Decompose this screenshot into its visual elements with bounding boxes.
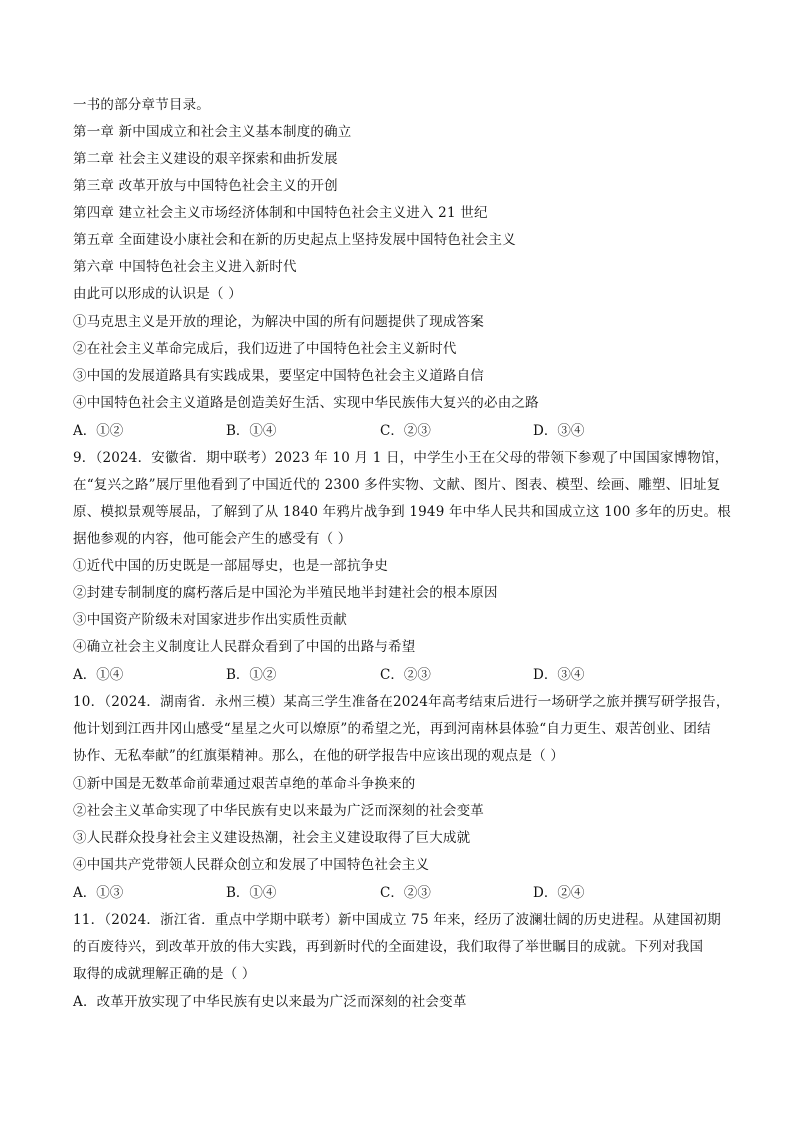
answer-option-d: D．②④: [533, 885, 585, 901]
text-line: 一书的部分章节目录。: [73, 97, 210, 113]
question-9-stem: 原、模拟景观等展品，了解到了从 1840 年鸦片战争到 1949 年中华人民共和国成立这 100 多年的历史。根: [73, 504, 731, 520]
question-9-stem: 据他参观的内容，他可能会产生的感受有（ ）: [73, 531, 352, 547]
question-11-stem: 取得的成就理解正确的是（ ）: [73, 966, 256, 982]
statement-item: ②封建专制制度的腐朽落后是中国沦为半殖民地半封建社会的根本原因: [73, 585, 498, 601]
statement-item: ④确立社会主义制度让人民群众看到了中国的出路与希望: [73, 639, 416, 655]
answer-option-a: A．①④: [73, 667, 124, 683]
statement-item: ①近代中国的历史既是一部屈辱史，也是一部抗争史: [73, 558, 389, 574]
question-11-stem: 的百废待兴，到改革开放的伟大实践，再到新时代的全面建设，我们取得了举世瞩目的成就。下列对我国: [73, 939, 704, 955]
answer-option-b: B．①②: [226, 667, 277, 683]
answer-option-c: C．②③: [380, 667, 431, 683]
statement-item: ②在社会主义革命完成后，我们迈进了中国特色社会主义新时代: [73, 341, 457, 357]
question-10-stem: 协作、无私奉献”的红旗渠精神。那么，在他的研学报告中应该出现的观点是（ ）: [73, 748, 565, 764]
statement-item: ①马克思主义是开放的理论，为解决中国的所有问题提供了现成答案: [73, 314, 484, 330]
statement-item: ③人民群众投身社会主义建设热潮，社会主义建设取得了巨大成就: [73, 830, 471, 846]
chapter-line: 第六章 中国特色社会主义进入新时代: [73, 259, 297, 275]
answer-option-d: D．③④: [533, 423, 585, 439]
chapter-line: 第三章 改革开放与中国特色社会主义的开创: [73, 178, 338, 194]
question-stem: 由此可以形成的认识是（ ）: [73, 286, 242, 302]
chapter-line: 第四章 建立社会主义市场经济体制和中国特色社会主义进入 21 世纪: [73, 205, 488, 221]
statement-item: ③中国的发展道路具有实践成果，要坚定中国特色社会主义道路自信: [73, 368, 484, 384]
statement-item: ③中国资产阶级未对国家进步作出实质性贡献: [73, 612, 347, 628]
statement-item: ④中国共产党带领人民群众创立和发展了中国特色社会主义: [73, 857, 430, 873]
answer-option-c: C．②③: [380, 885, 431, 901]
statement-item: ④中国特色社会主义道路是创造美好生活、实现中华民族伟大复兴的必由之路: [73, 395, 539, 411]
question-10-stem: 10．（2024．湖南省．永州三模）某高三学生准备在2024年高考结束后进行一场研学之旅并撰写研学报告，: [73, 694, 730, 710]
statement-item: ①新中国是无数革命前辈通过艰苦卓绝的革命斗争换来的: [73, 776, 416, 792]
answer-option-b: B．①④: [226, 885, 277, 901]
chapter-line: 第一章 新中国成立和社会主义基本制度的确立: [73, 124, 352, 140]
answer-option-a: A．①③: [73, 885, 124, 901]
chapter-line: 第五章 全面建设小康社会和在新的历史起点上坚持发展中国特色社会主义: [73, 232, 516, 248]
answer-option-a: A．①②: [73, 423, 124, 439]
statement-item: ②社会主义革命实现了中华民族有史以来最为广泛而深刻的社会变革: [73, 803, 484, 819]
answer-option-b: B．①④: [226, 423, 277, 439]
question-9-stem: 在“复兴之路”展厅里他看到了中国近代的 2300 多件实物、文献、图片、图表、模型、绘画、雕塑、旧址复: [73, 477, 721, 493]
question-11-stem: 11．（2024．浙江省．重点中学期中联考）新中国成立 75 年来，经历了波澜壮阔的历史进程。从建国初期: [73, 912, 721, 928]
question-10-stem: 他计划到江西井冈山感受“星星之火可以燎原”的希望之光，再到河南林县体验“自力更生、艰苦创业、团结: [73, 721, 711, 737]
chapter-line: 第二章 社会主义建设的艰辛探索和曲折发展: [73, 151, 338, 167]
answer-option-d: D．③④: [533, 667, 585, 683]
answer-option-a: A．改革开放实现了中华民族有史以来最为广泛而深刻的社会变革: [73, 994, 467, 1010]
answer-option-c: C．②③: [380, 423, 431, 439]
question-9-stem: 9．（2024．安徽省．期中联考）2023 年 10 月 1 日，中学生小王在父母的带领下参观了中国国家博物馆，: [73, 450, 729, 466]
